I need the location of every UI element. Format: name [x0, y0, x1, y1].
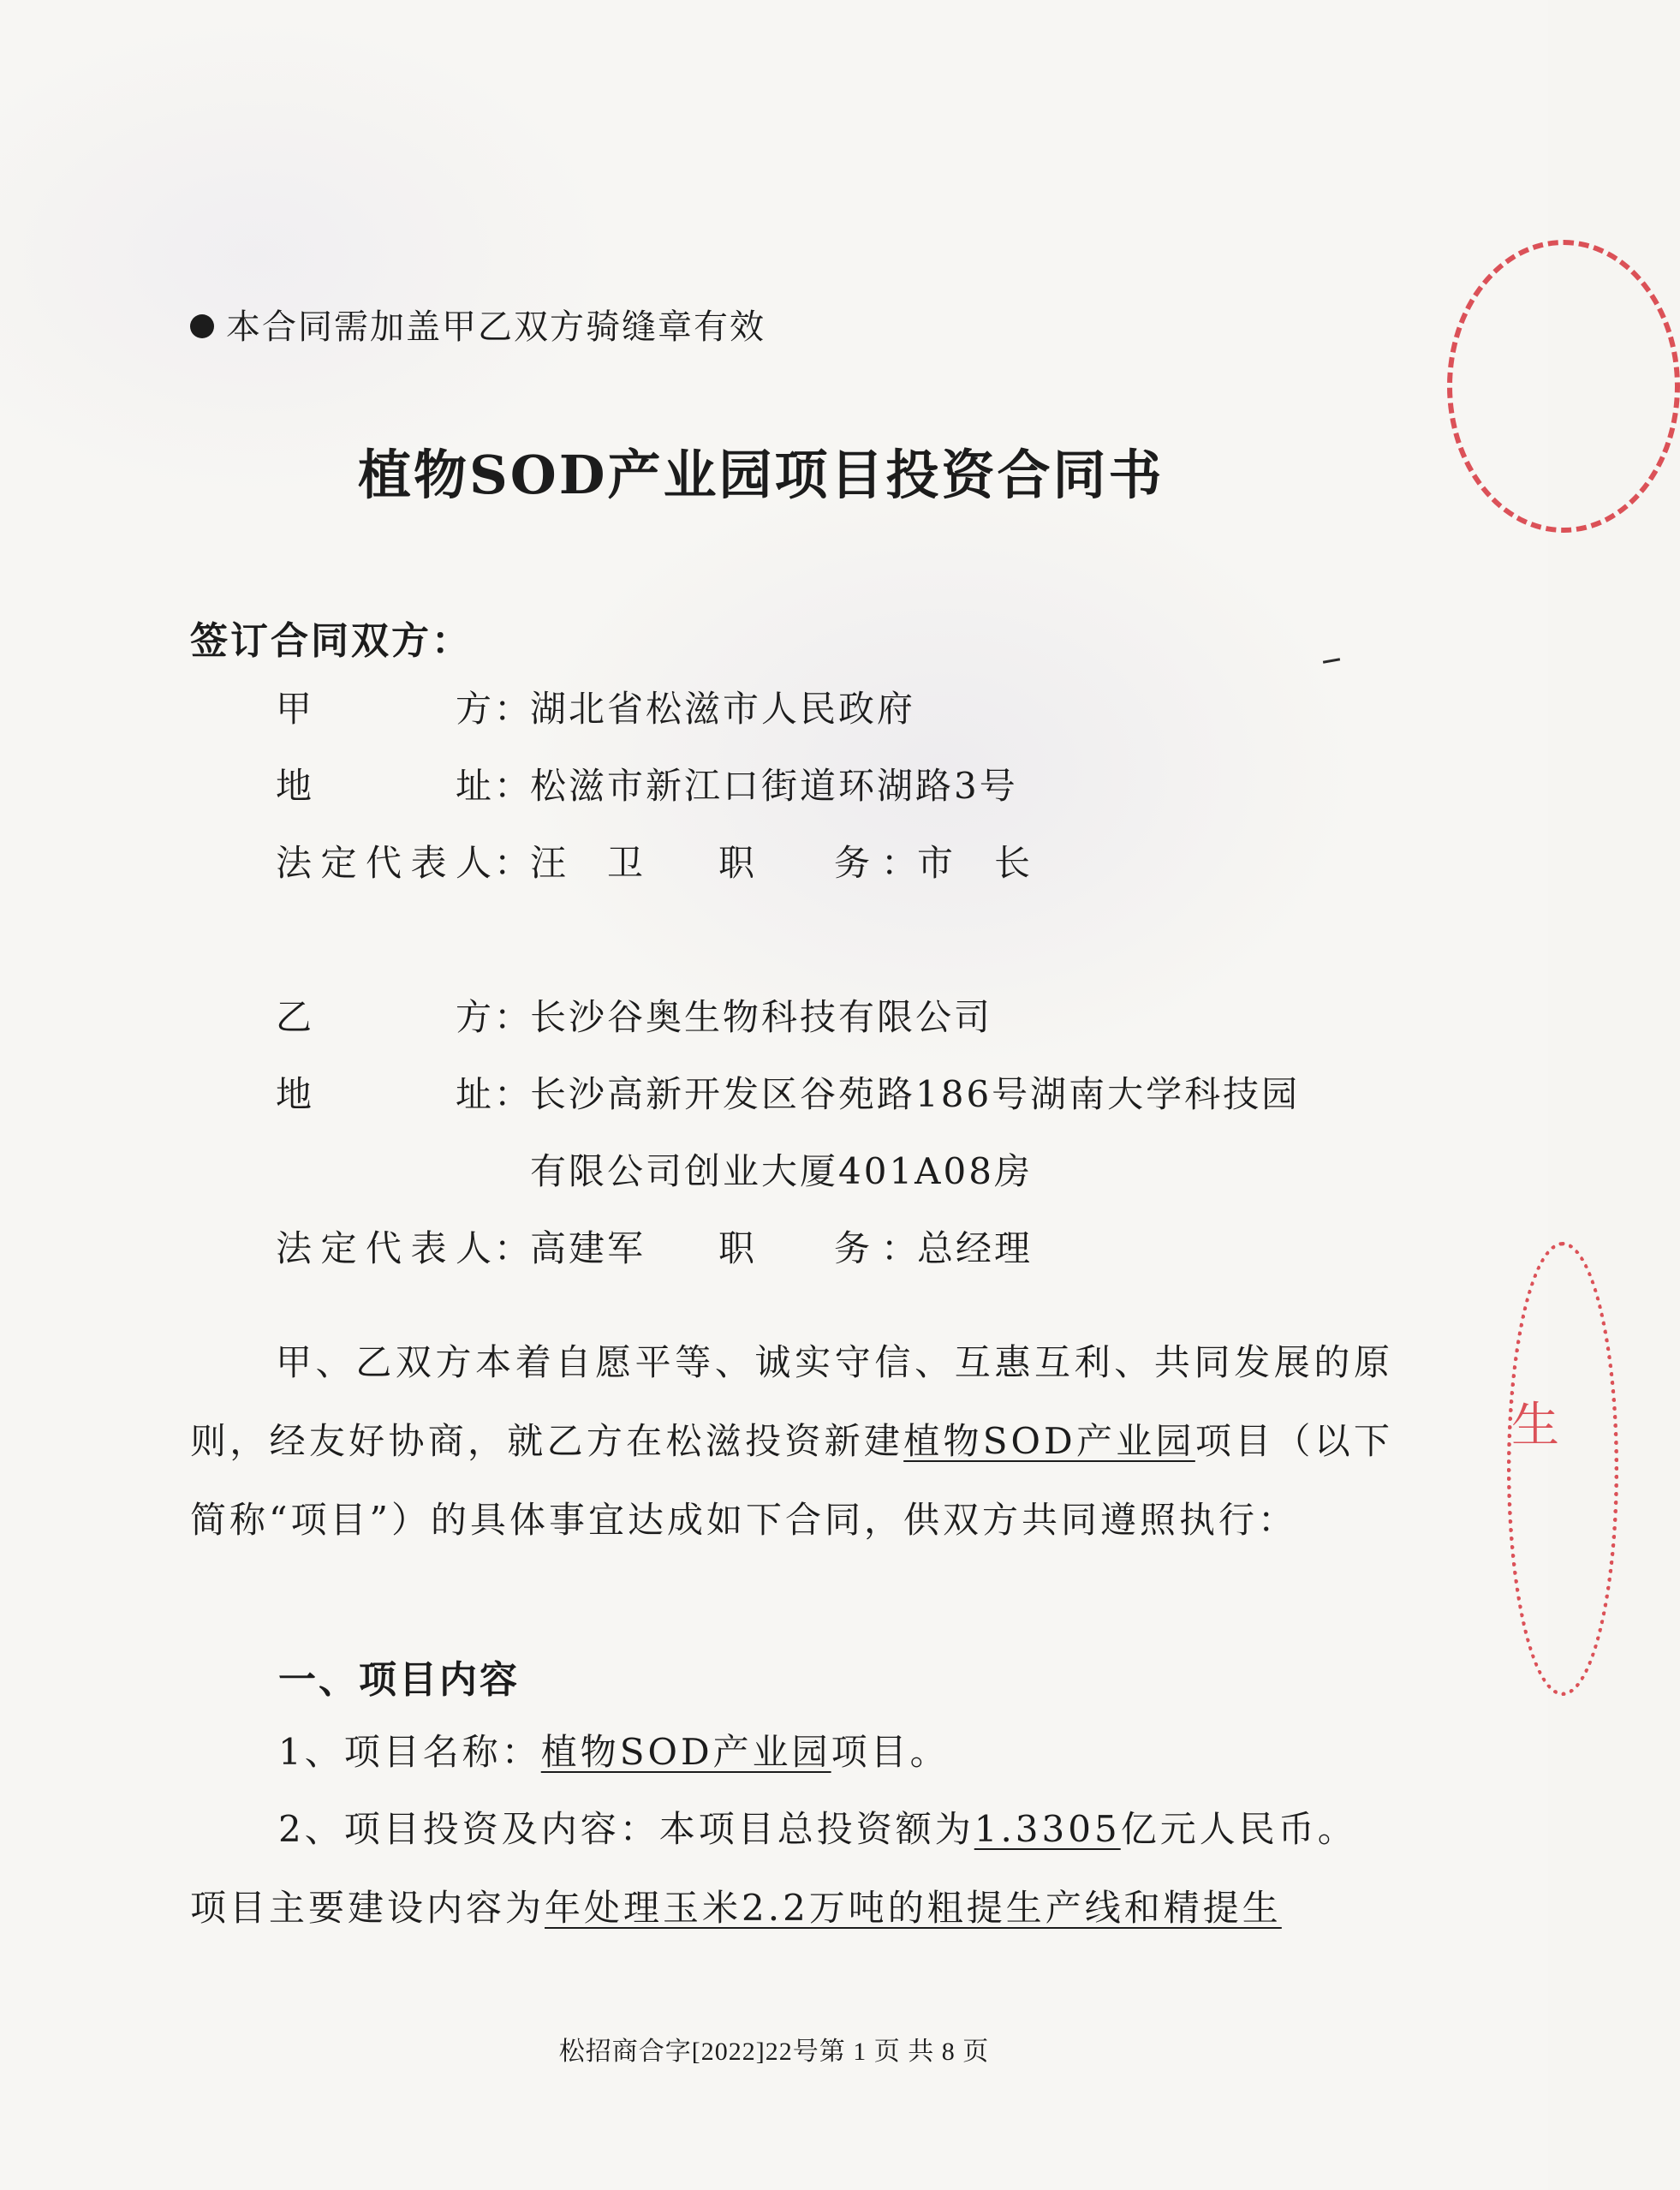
item1-name: 植物SOD产业园 [540, 1731, 831, 1773]
page-footer: 松招商合字[2022]22号第 1 页 共 8 页 [558, 2038, 990, 2066]
section1-heading: 一、项目内容 [278, 1658, 520, 1702]
party-b-address-line1: 长沙高新开发区谷苑路186号湖南大学科技园 [530, 1073, 1301, 1115]
party-b-row: 乙方：长沙谷奥生物科技有限公司 [276, 996, 993, 1038]
seal-notice-text: 本合同需加盖甲乙双方骑缝章有效 [226, 307, 766, 347]
party-b-rep-label: 法定代表人 [276, 1227, 494, 1269]
party-b-rep-row: 法定代表人：高建军 职 务 ：总经理 [276, 1220, 1033, 1272]
party-b-title-label: 职 务 [718, 1227, 873, 1269]
intro-project-name: 植物SOD产业园 [903, 1420, 1195, 1462]
item2-prefix: 2、项目投资及内容：本项目总投资额为 [278, 1808, 974, 1850]
item1-prefix: 1、项目名称： [278, 1731, 541, 1773]
party-a-label: 甲 [276, 688, 456, 730]
party-a-address-row: 地址：松滋市新江口街道环湖路3号 [276, 765, 1018, 807]
intro-paragraph [190, 1323, 1393, 1560]
party-a-rep-row: 法定代表人：汪 卫 职 务 ：市 长 [276, 835, 1033, 886]
party-a-title: 市 长 [917, 842, 1034, 884]
seal-stamp-edge [1507, 1242, 1618, 1696]
bullet-icon [190, 314, 214, 338]
party-b-address-row: 地址：长沙高新开发区谷苑路186号湖南大学科技园 [276, 1073, 1301, 1115]
party-a-rep-label: 法定代表人 [276, 842, 494, 884]
section1-item2 [190, 1790, 1393, 1948]
party-a-title-label: 职 务 [718, 842, 873, 884]
party-b-title: 总经理 [917, 1227, 1034, 1269]
seal-stamp-top [1447, 240, 1680, 533]
party-b-address-line2: 有限公司创业大厦401A08房 [530, 1150, 1033, 1192]
party-b-address-row2 [530, 1143, 1033, 1195]
seal-notice [190, 300, 766, 349]
document-title: 植物SOD产业园项目投资合同书 [358, 444, 1165, 506]
party-b-rep: 高建军 [530, 1227, 646, 1269]
ink-mark [1323, 658, 1340, 663]
seal-stamp-char: 生 [1511, 1398, 1559, 1453]
party-a-address-label: 地 [276, 765, 456, 807]
item2-mid: 亿元人民币。项目主要建设内容为 [190, 1808, 1357, 1929]
parties-heading: 签订合同双方： [190, 619, 472, 663]
party-b-address-label2: 址 [455, 1073, 494, 1115]
party-a-name: 湖北省松滋市人民政府 [530, 688, 916, 730]
party-b-name: 长沙谷奥生物科技有限公司 [530, 996, 993, 1038]
intro-part1: 甲、乙双方本着自愿平等、诚实守信、互惠互利、共同发展的原则，经友好协商，就乙方在松滋投资新建 [190, 1341, 1393, 1462]
party-a-label2: 方 [455, 688, 494, 730]
party-a-rep: 汪 卫 [530, 842, 646, 884]
intro-part2: 项目（以下简称“项目”）的具体事宜达成如下合同，供双方共同遵照执行： [190, 1420, 1393, 1541]
party-b-label2: 方 [455, 996, 494, 1038]
party-b-address-label: 地 [276, 1073, 456, 1115]
party-a-row: 甲方：湖北省松滋市人民政府 [276, 688, 916, 730]
party-b-label: 乙 [276, 996, 456, 1038]
item2-amount: 1.3305 [974, 1808, 1121, 1850]
item2-content: 年处理玉米2.2万吨的粗提生产线和精提生 [545, 1887, 1282, 1929]
section1-item1 [190, 1713, 1393, 1792]
party-a-address-label2: 址 [455, 765, 494, 807]
party-a-address: 松滋市新江口街道环湖路3号 [530, 765, 1018, 807]
item1-suffix: 项目。 [831, 1731, 950, 1773]
